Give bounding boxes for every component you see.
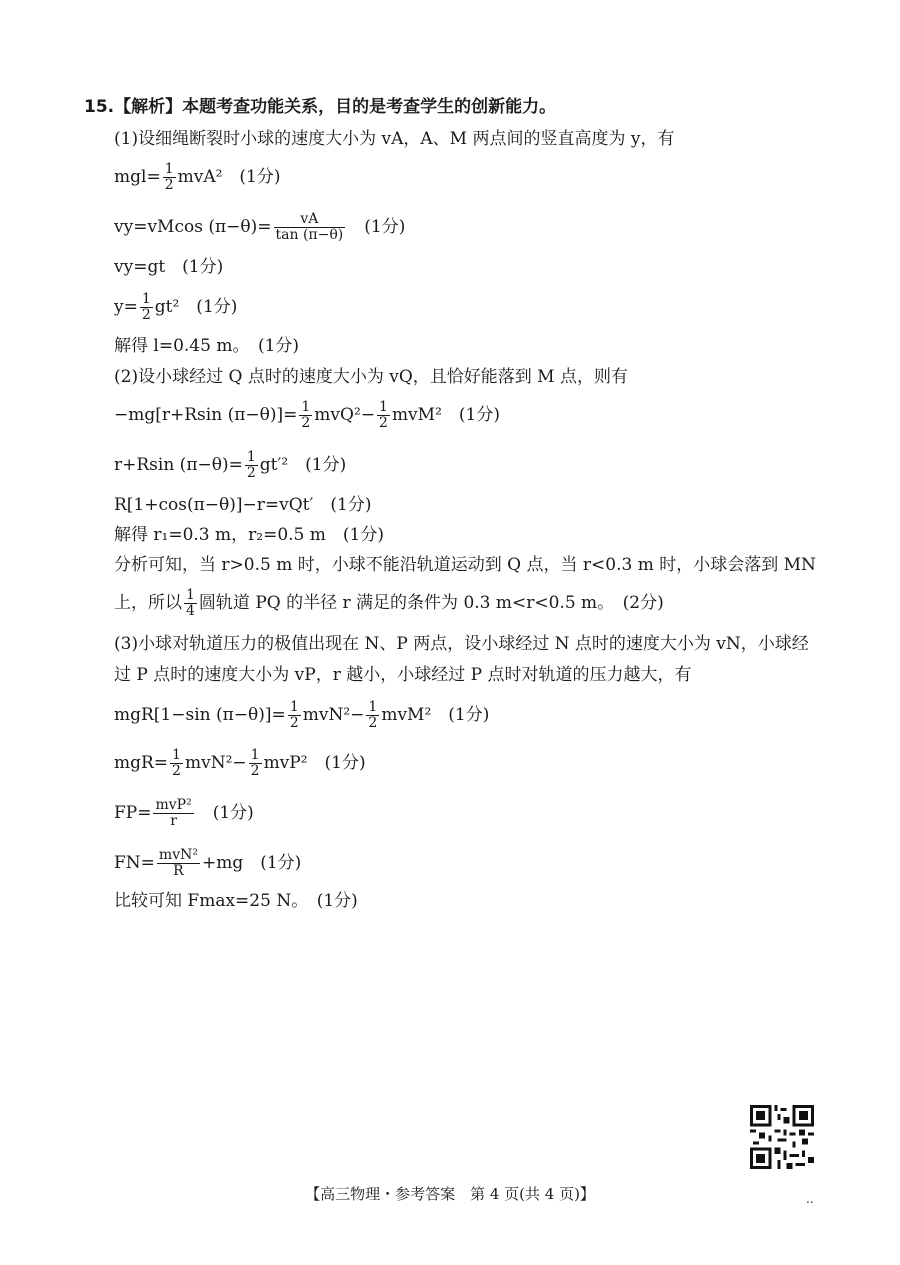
- p3-eq3: FP= $\frac{\text{mvP²}}{r}$ (1分): [114, 797, 254, 829]
- p3-result: 比较可知 Fmax=25 N。 (1分): [114, 891, 358, 911]
- p3-eq2: mgR= $\frac{1}{2}$ mvN²− $\frac{1}{2}$ mvP² (1分): [114, 747, 366, 779]
- footer-marks: ..: [806, 1192, 814, 1206]
- solution-title: 15.【解析】本题考查功能关系，目的是考查学生的创新能力。: [84, 97, 557, 117]
- p2-eq1: −mg[r+Rsin (π−θ)]= $\frac{1}{2}$ mvQ²− $\frac{1}{2}$ mvM² (1分): [114, 399, 500, 431]
- p2-analysis-line2: 上，所以 $\frac{1}{4}$ 圆轨道 PQ 的半径 r 满足的条件为 0.3 m<r<0.5 m。 (2分): [114, 587, 664, 619]
- p3-intro-line1: (3)小球对轨道压力的极值出现在 N、P 两点，设小球经过 N 点时的速度大小为 vN，小球经: [114, 634, 809, 654]
- p1-eq2: vy=vMcos (π−θ)= $\frac{vA}{\tan (\pi-\theta)}$ (1分): [114, 211, 406, 243]
- p2-result: 解得 r₁=0.3 m，r₂=0.5 m (1分): [114, 525, 384, 545]
- p3-eq1: mgR[1−sin (π−θ)]= $\frac{1}{2}$ mvN²− $\frac{1}{2}$ mvM² (1分): [114, 699, 490, 731]
- p2-intro: (2)设小球经过 Q 点时的速度大小为 vQ，且恰好能落到 M 点，则有: [114, 367, 628, 387]
- p1-eq3: vy=gt (1分): [114, 257, 224, 277]
- page-footer: 【高三物理・参考答案 第 4 页(共 4 页)】: [305, 1185, 595, 1203]
- p1-eq4: y= $\frac{1}{2}$ gt² (1分): [114, 291, 238, 323]
- p3-eq4: FN= $\frac{\text{mvN²}}{R}$ +mg (1分): [114, 847, 302, 879]
- p2-eq2: r+Rsin (π−θ)= $\frac{1}{2}$ gt′² (1分): [114, 449, 347, 481]
- p1-intro: (1)设细绳断裂时小球的速度大小为 vA，A、M 两点间的竖直高度为 y，有: [114, 129, 675, 149]
- p2-eq3: R[1+cos(π−θ)]−r=vQt′ (1分): [114, 495, 372, 515]
- p2-analysis-line1: 分析可知，当 r>0.5 m 时，小球不能沿轨道运动到 Q 点，当 r<0.3 m 时，小球会落到 MN: [114, 555, 816, 575]
- p3-intro-line2: 过 P 点时的速度大小为 vP，r 越小，小球经过 P 点时对轨道的压力越大，有: [114, 665, 692, 685]
- p1-result: 解得 l=0.45 m。 (1分): [114, 336, 300, 356]
- qr-code-icon: [750, 1105, 814, 1169]
- p1-eq1: mgl= $\frac{1}{2}$ mvA² (1分): [114, 161, 281, 193]
